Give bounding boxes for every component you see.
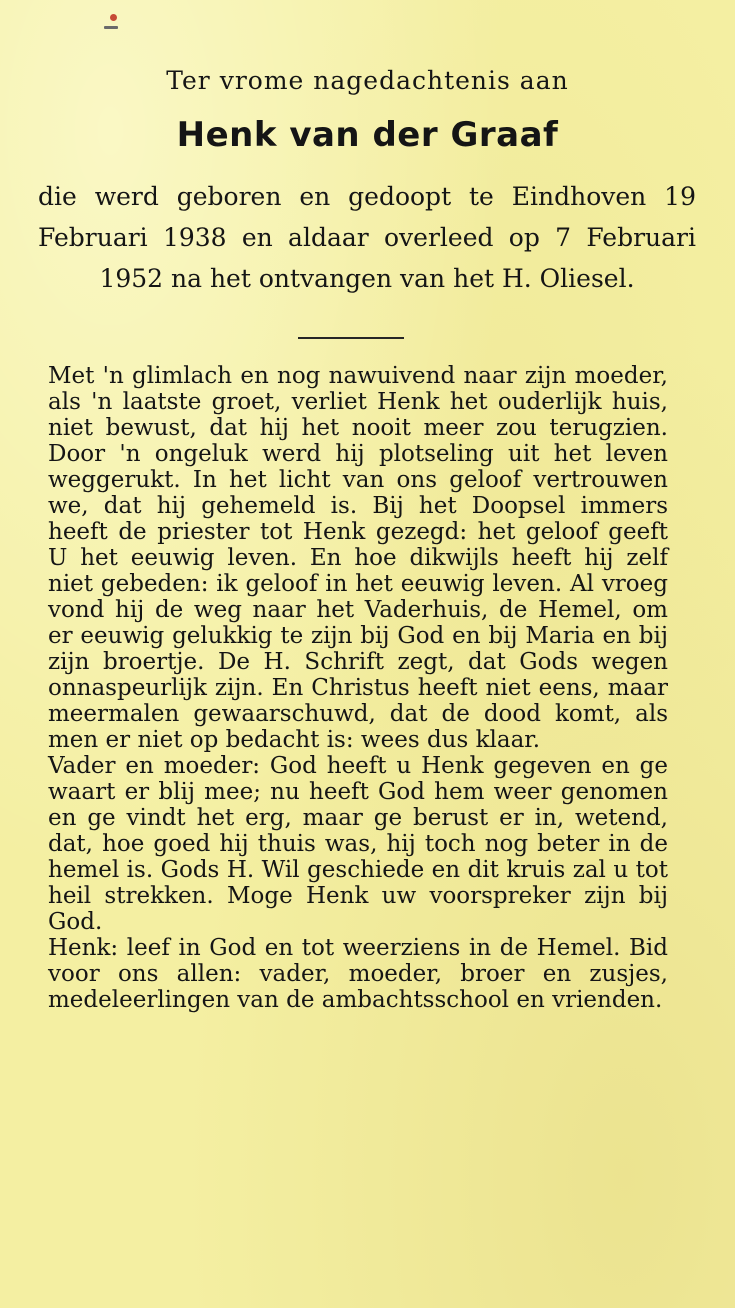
paragraph-parents: Vader en moeder: God heeft u Henk gegeven en ge waart er blij mee; nu heeft God hem weer genomen en ge vindt het erg, maar ge berust er in, wetend, dat, hoe goed hij thuis was, hij toch nog beter in de hemel is. Gods H. Wil geschiede en dit kruis zal u tot heil strekken. Moge Henk uw voorspreker zijn bij God.	[48, 753, 668, 935]
birth-death-text: die werd geboren en gedoopt te Eindhoven 19 Februari 1938 en aldaar overleed op 7 Februari 1952 na het ontvangen van het H. Oliesel.	[38, 182, 696, 293]
paragraph-farewell: Henk: leef in God en tot weerziens in de Hemel. Bid voor ons allen: vader, moeder, broer en zusjes, medeleerlingen van de ambachtsschool en vrienden.	[48, 935, 668, 1013]
memorial-text	[48, 363, 668, 1013]
divider-line	[298, 337, 404, 339]
ink-mark	[104, 26, 118, 29]
ink-speck	[110, 14, 117, 21]
intro-line: Ter vrome nagedachtenis aan	[166, 66, 569, 95]
deceased-name: Henk van der Graaf	[176, 115, 559, 155]
paragraph-reflection: Met 'n glimlach en nog nawuivend naar zijn moeder, als 'n laatste groet, verliet Henk het ouderlijk huis, niet bewust, dat hij het nooit meer zou terugzien. Door 'n ongeluk werd hij plotseling uit het leven weggerukt. In het licht van ons geloof vertrouwen we, dat hij gehemeld is. Bij het Doopsel immers heeft de priester tot Henk gezegd: het geloof geeft U het eeuwig leven. En hoe dikwijls heeft hij zelf niet gebeden: ik geloof in het eeuwig leven. Al vroeg vond hij de weg naar het Vaderhuis, de Hemel, om er eeuwig gelukkig te zijn bij God en bij Maria en bij zijn broertje. De H. Schrift zegt, dat Gods wegen onnaspeurlijk zijn. En Christus heeft niet eens, maar meermalen gewaarschuwd, dat de dood komt, als men er niet op bedacht is: wees dus klaar.	[48, 363, 668, 753]
